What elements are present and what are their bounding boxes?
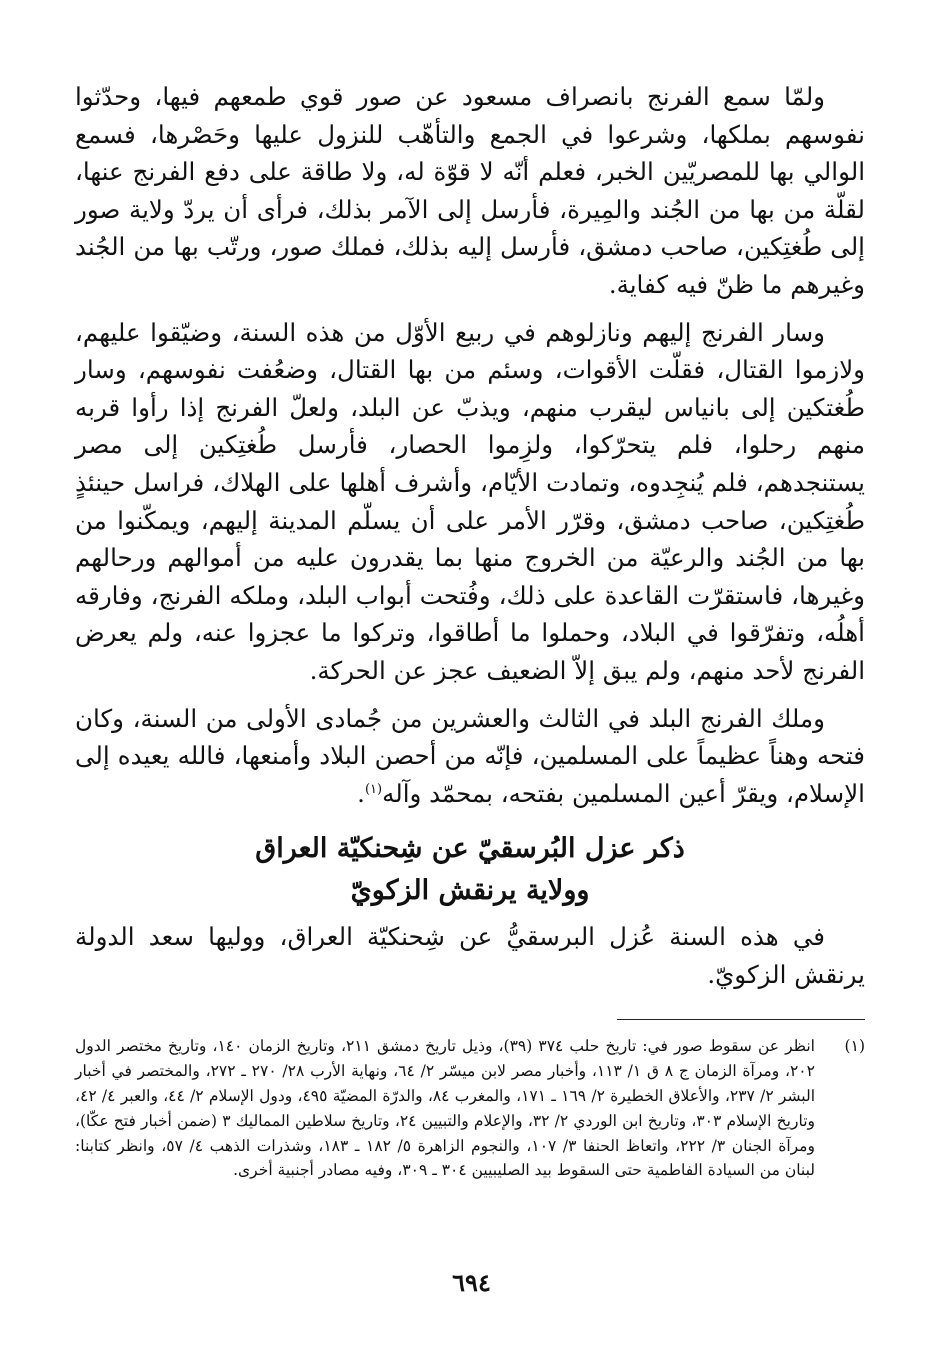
paragraph-2: وسار الفرنج إليهم ونازلوهم في ربيع الأوّل من هذه السنة، وضيّقوا عليهم، ولازموا القتال، فقلّت الأقوات، وسئم من بها القتال، وضعُفت نفوسهم، وسار طُغتكين إلى بانياس ليقرب منهم، ويذبّ عن البلد، ولعلّ الفرنج إذا رأوا قربه منهم رحلوا، فلم يتحرّكوا، ولزِموا الحصار، فأرسل طُغتِكين إلى مصر يستنجدهم، فلم يُنجِدوه، وتمادت الأيّام، وأشرف أهلها على الهلاك، فراسل حينئذٍ طُغتِكين، صاحب دمشق، وقرّر الأمر على أن يسلّم المدينة إليهم، ويمكّنوا من بها من الجُند والرعيّة من الخروج منها بما يقدرون عليه من أموالهم ورحالهم وغيرها، فاستقرّت القاعدة على ذلك، وفُتحت أبواب البلد، وملكه الفرنج، وفارقه أهلُه، وتفرّقوا في البلاد، وحملوا ما أطاقوا، وتركوا ما عجزوا عنه، ولم يعرض الفرنج لأحد منهم، ولم يبق إلاّ الضعيف عجز عن الحركة. — [75, 317, 865, 685]
book-page — [75, 78, 865, 1183]
paragraph-4: في هذه السنة عُزل البرسقيُّ عن شِحنكيّة العراق، ووليها سعد الدولة يرنقش الزكويّ. — [75, 922, 865, 989]
paragraph-3 — [75, 700, 865, 813]
heading-line-2: وولاية يرنقش الزكويّ — [350, 875, 590, 907]
heading-line-1: ذكر عزل البُرسقيّ عن شِحنكيّة العراق — [255, 833, 685, 865]
paragraph-1: ولمّا سمع الفرنج بانصراف مسعود عن صور قوي طمعهم فيها، وحدّثوا نفوسهم بملكها، وشرعوا في الجمع والتأهّب للنزول عليها وحَصْرها، فسمع الوالي بها للمصريّين الخبر، فعلم أنّه لا قوّة له، ولا طاقة على دفع الفرنج عنها، لقلّة من بها من الجُند والمِيرة، فأرسل إلى الآمر بذلك، فرأى أن يردّ ولاية صور إلى طُغتِكين، صاحب دمشق، فأرسل إليه بذلك، فملك صور، ورتّب بها من الجُند وغيرهم ما ظنّ فيه كفاية. — [75, 82, 865, 299]
footnote-divider — [617, 1019, 865, 1020]
page-number: ٦٩٤ — [452, 1268, 491, 1297]
footnote-text: انظر عن سقوط صور في: تاريخ حلب ٣٧٤ (٣٩)، وذيل تاريخ دمشق ٢١١، وتاريخ الزمان ١٤٠، وتاريخ مختصر الدول ٢٠٢، ومرآة الزمان ج ٨ ق ١/ ١١٣، وأخبار مصر لابن ميسّر ٢/ ٦٤، ونهاية الأرب ٢٨/ ٢٧٠ ـ ٢٧٢، والمختصر في أخبار البشر ٢/ ٢٣٧، والأعلاق الخطيرة ٢/ ١٦٩ ـ ١٧١، والمغرب ٨٤، والدرّة المضيّة ٤٩٥، ودول الإسلام ٢/ ٤٤، والعبر ٤/ ٤٢، وتاريخ الإسلام ٣٠٣، وتاريخ ابن الوردي ٢/ ٣٢، والإعلام والتبيين ٢٤، وتاريخ سلاطين المماليك ٣ (ضمن أخبار فتح عكّا)، ومرآة الجنان ٣/ ٢٢٢، واتعاظ الحنفا ٣/ ١٠٧، والنجوم الزاهرة ٥/ ١٨٢ ـ ١٨٣، وشذرات الذهب ٤/ ٥٧، وانظر كتابنا: لبنان من السيادة الفاطمية حتى السقوط بيد الصليبيين ٣٠٤ ـ ٣٠٩، وفيه مصادر أجنبية أخرى. — [75, 1037, 816, 1180]
footnote — [75, 1034, 865, 1183]
section-heading — [75, 828, 865, 912]
paragraph-3-text: وملك الفرنج البلد في الثالث والعشرين من جُمادى الأولى من السنة، وكان فتحه وهناً عظيماً على المسلمين، فإنّه من أحصن البلاد وأمنعها، فالله يعيده إلى الإسلام، ويقرّ أعين المسلمين بفتحه، بمحمّد وآله — [75, 703, 865, 808]
footnote-number: (١) — [844, 1037, 865, 1056]
paragraph-3-end: . — [357, 778, 365, 808]
footnote-marker: (١) — [364, 781, 383, 797]
